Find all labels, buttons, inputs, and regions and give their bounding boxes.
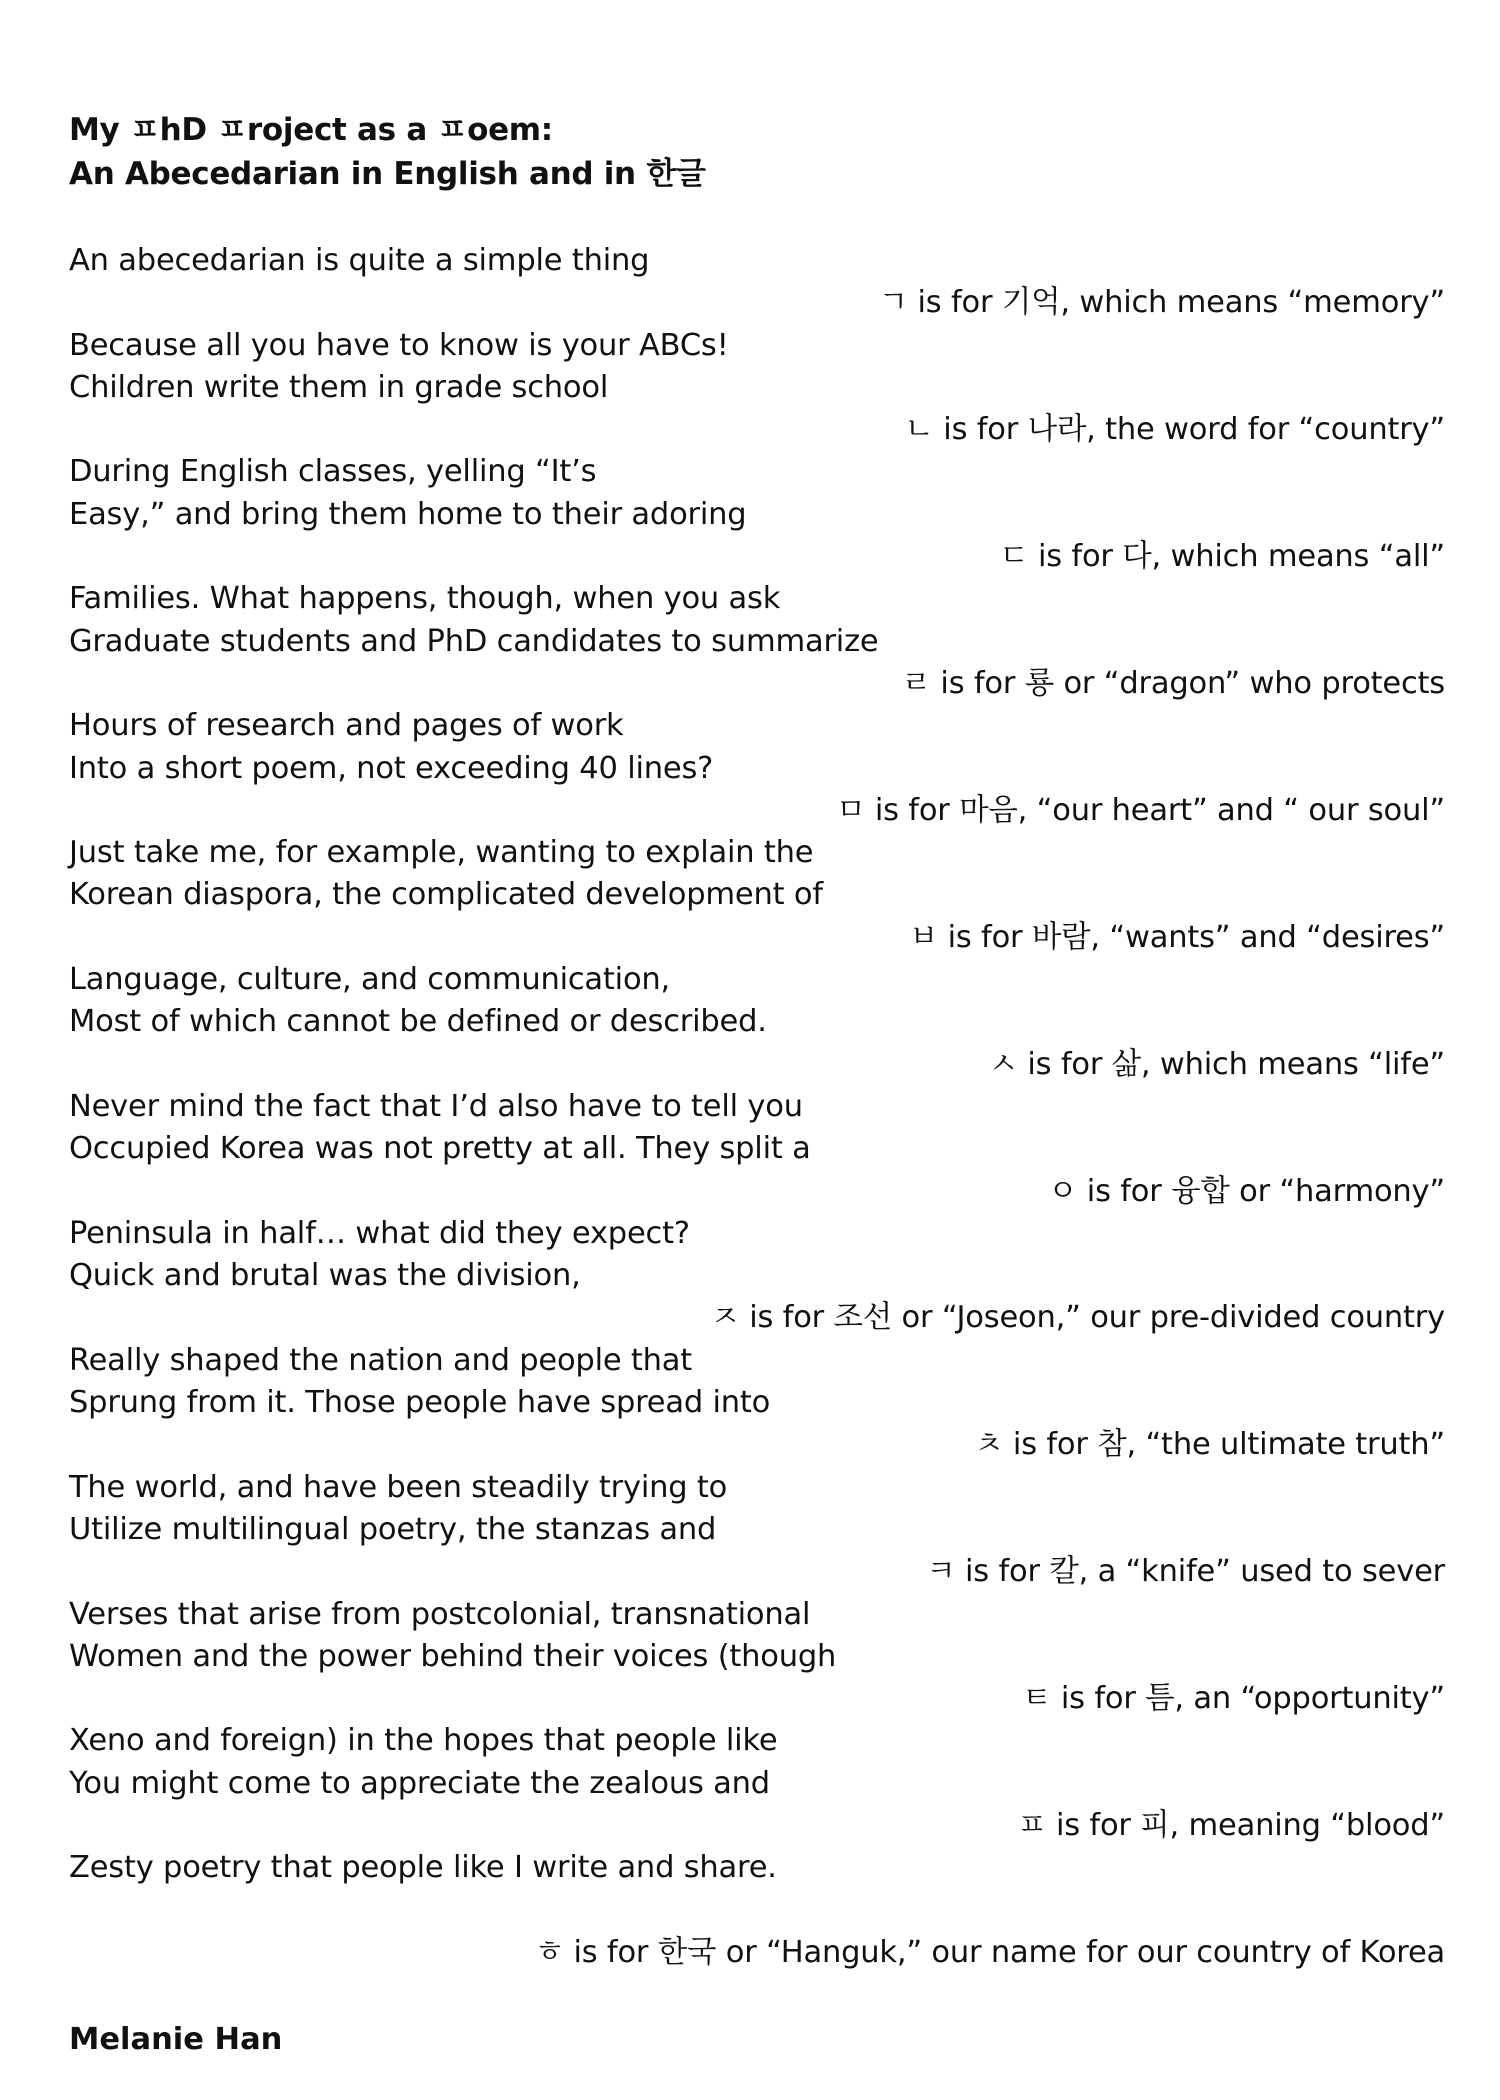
korean-line: ㅌ is for 틈, an “opportunity” <box>1022 1681 1445 1717</box>
english-line: Language, culture, and communication, <box>69 962 671 998</box>
korean-line: ㅎ is for 한국 or “Hanguk,” our name for our country of Korea <box>534 1934 1445 1970</box>
english-line: You might come to appreciate the zealous and <box>69 1765 770 1801</box>
english-line: Zesty poetry that people like I write and share. <box>69 1850 777 1886</box>
korean-line: ㄹ is for 룡 or “dragon” who protects <box>901 665 1445 701</box>
english-line: Occupied Korea was not pretty at all. They split a <box>69 1131 811 1167</box>
english-line: Children write them in grade school <box>69 369 609 405</box>
english-line: Graduate students and PhD candidates to summarize <box>69 623 879 659</box>
english-line: Korean diaspora, the complicated development of <box>69 877 823 913</box>
english-line: Xeno and foreign) in the hopes that people like <box>69 1723 778 1759</box>
english-line: Never mind the fact that I’d also have to tell you <box>69 1088 803 1124</box>
korean-line: ㅂ is for 바람, “wants” and “desires” <box>908 919 1445 955</box>
english-line: Easy,” and bring them home to their adoring <box>69 496 747 532</box>
korean-line: ㅅ is for 삶, which means “life” <box>988 1046 1445 1082</box>
english-line: An abecedarian is quite a simple thing <box>69 243 650 278</box>
english-line: Most of which cannot be defined or described. <box>69 1004 767 1040</box>
korean-line: ㅊ is for 참, “the ultimate truth” <box>974 1427 1445 1463</box>
english-line: Because all you have to know is your ABCs! <box>69 327 729 363</box>
english-line: Peninsula in half… what did they expect? <box>69 1215 690 1251</box>
korean-line: ㅍ is for 피, meaning “blood” <box>1017 1807 1445 1843</box>
poem-body <box>69 240 1445 1974</box>
english-line: Women and the power behind their voices (though <box>69 1638 837 1674</box>
english-line: Into a short poem, not exceeding 40 lines? <box>69 750 714 786</box>
english-line: During English classes, yelling “It’s <box>69 454 597 490</box>
poem-title <box>69 108 1069 196</box>
korean-line: ㄱ is for 기억, which means “memory” <box>878 285 1445 321</box>
korean-line: ㄷ is for 다, which means “all” <box>999 539 1445 575</box>
english-line: Quick and brutal was the division, <box>69 1258 581 1294</box>
english-line: Verses that arise from postcolonial, transnational <box>69 1596 811 1632</box>
english-line: Families. What happens, though, when you ask <box>69 581 781 617</box>
english-line: Just take me, for example, wanting to explain the <box>69 835 814 871</box>
english-line: Hours of research and pages of work <box>69 708 624 744</box>
korean-line: ㅋ is for 칼, a “knife” used to sever <box>926 1554 1445 1590</box>
english-line: Utilize multilingual poetry, the stanzas and <box>69 1511 717 1547</box>
english-line: The world, and have been steadily trying to <box>69 1469 728 1505</box>
korean-line: ㅁ is for 마음, “our heart” and “ our soul” <box>836 792 1445 828</box>
english-line: Sprung from it. Those people have spread into <box>69 1385 771 1421</box>
stanza-gap <box>69 1890 1445 1932</box>
title-line-2: An Abecedarian in English and in 한글 <box>69 156 706 192</box>
korean-line: ㅈ is for 조선 or “Joseon,” our pre-divided country <box>710 1300 1445 1336</box>
title-line-1: My ㅍhD ㅍroject as a ㅍoem: <box>69 112 553 148</box>
korean-line: ㄴ is for 나라, the word for “country” <box>904 412 1445 448</box>
english-line: Really shaped the nation and people that <box>69 1342 693 1378</box>
korean-line: ㅇ is for 융합 or “harmony” <box>1048 1173 1445 1209</box>
author-name: Melanie Han <box>69 2022 283 2057</box>
